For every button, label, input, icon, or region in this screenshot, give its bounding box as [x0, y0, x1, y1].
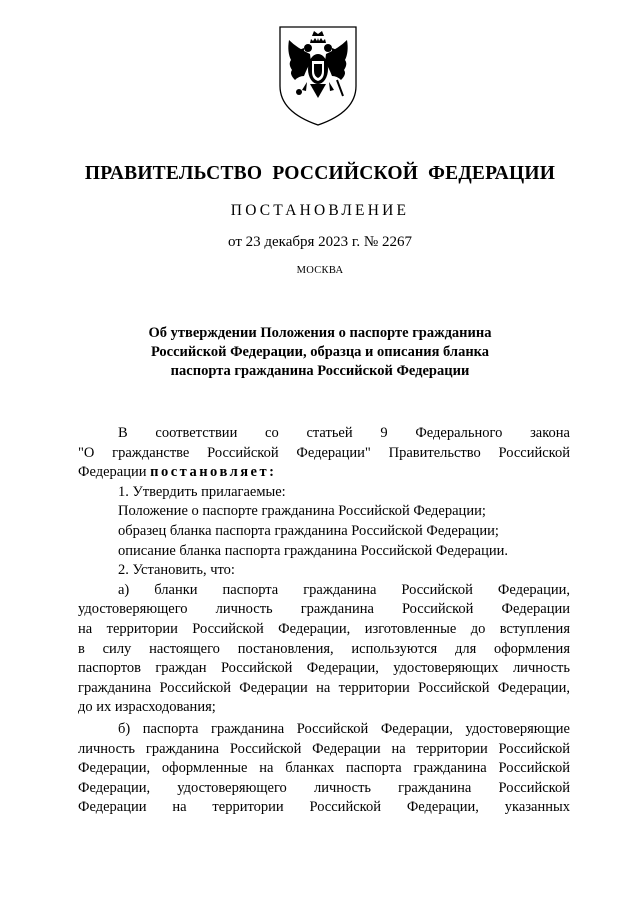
item-1: 1. Утвердить прилагаемые: [118, 483, 286, 500]
document-city: МОСКВА [296, 265, 344, 276]
paragraph-line: личность гражданина Российской Федерации на территории Российской [78, 740, 570, 757]
paragraph-line: Федерации, оформленные на бланках паспорта гражданина Российской [78, 760, 570, 777]
item-1-entry: Положение о паспорте гражданина Российской Федерации; [118, 503, 486, 520]
paragraph-line: Федерации на территории Российской Федерации, указанных [78, 799, 570, 816]
decree-keyword: постановляет: [150, 464, 277, 481]
subject-line: Об утверждении Положения о паспорте гражданина [148, 325, 492, 341]
paragraph-line: до их израсходования; [78, 699, 216, 716]
paragraph-line [78, 463, 570, 483]
paragraph-text: Федерации [78, 464, 147, 481]
item-2: 2. Установить, что: [118, 562, 235, 579]
paragraph-line: а) бланки паспорта гражданина Российской Федерации, [118, 581, 570, 598]
document-date-number: от 23 декабря 2023 г. № 2267 [228, 234, 412, 250]
paragraph-line: б) паспорта гражданина Российской Федерации, удостоверяющие [118, 720, 570, 737]
item-1-entry: образец бланка паспорта гражданина Российской Федерации; [118, 522, 499, 539]
paragraph-line: В соответствии со статьей 9 Федерального закона [118, 425, 570, 441]
russian-coat-of-arms-icon [277, 24, 359, 128]
document-body [78, 424, 570, 818]
document-type: ПОСТАНОВЛЕНИЕ [230, 202, 410, 219]
subject-line: Российской Федерации, образца и описания бланка [150, 344, 490, 360]
paragraph-line: "О гражданстве Российской Федерации" Правительство Российской [78, 444, 570, 461]
subject-line: паспорта гражданина Российской Федерации [170, 363, 470, 379]
paragraph-line: Федерации, удостоверяющего личность гражданина Российской [78, 779, 570, 796]
paragraph-line: паспортов граждан Российской Федерации, удостоверяющих личность [78, 660, 570, 677]
government-title: ПРАВИТЕЛЬСТВО РОССИЙСКОЙ ФЕДЕРАЦИИ [84, 163, 556, 184]
paragraph-line: на территории Российской Федерации, изготовленные до вступления [78, 620, 570, 637]
paragraph-line: удостоверяющего личность гражданина Российской Федерации [78, 601, 570, 618]
document-subject [0, 324, 640, 381]
paragraph-line: гражданина Российской Федерации на территории Российской Федерации, [78, 679, 570, 696]
paragraph-line: в силу настоящего постановления, используются для оформления [78, 640, 570, 657]
item-1-entry: описание бланка паспорта гражданина Российской Федерации. [118, 542, 508, 559]
